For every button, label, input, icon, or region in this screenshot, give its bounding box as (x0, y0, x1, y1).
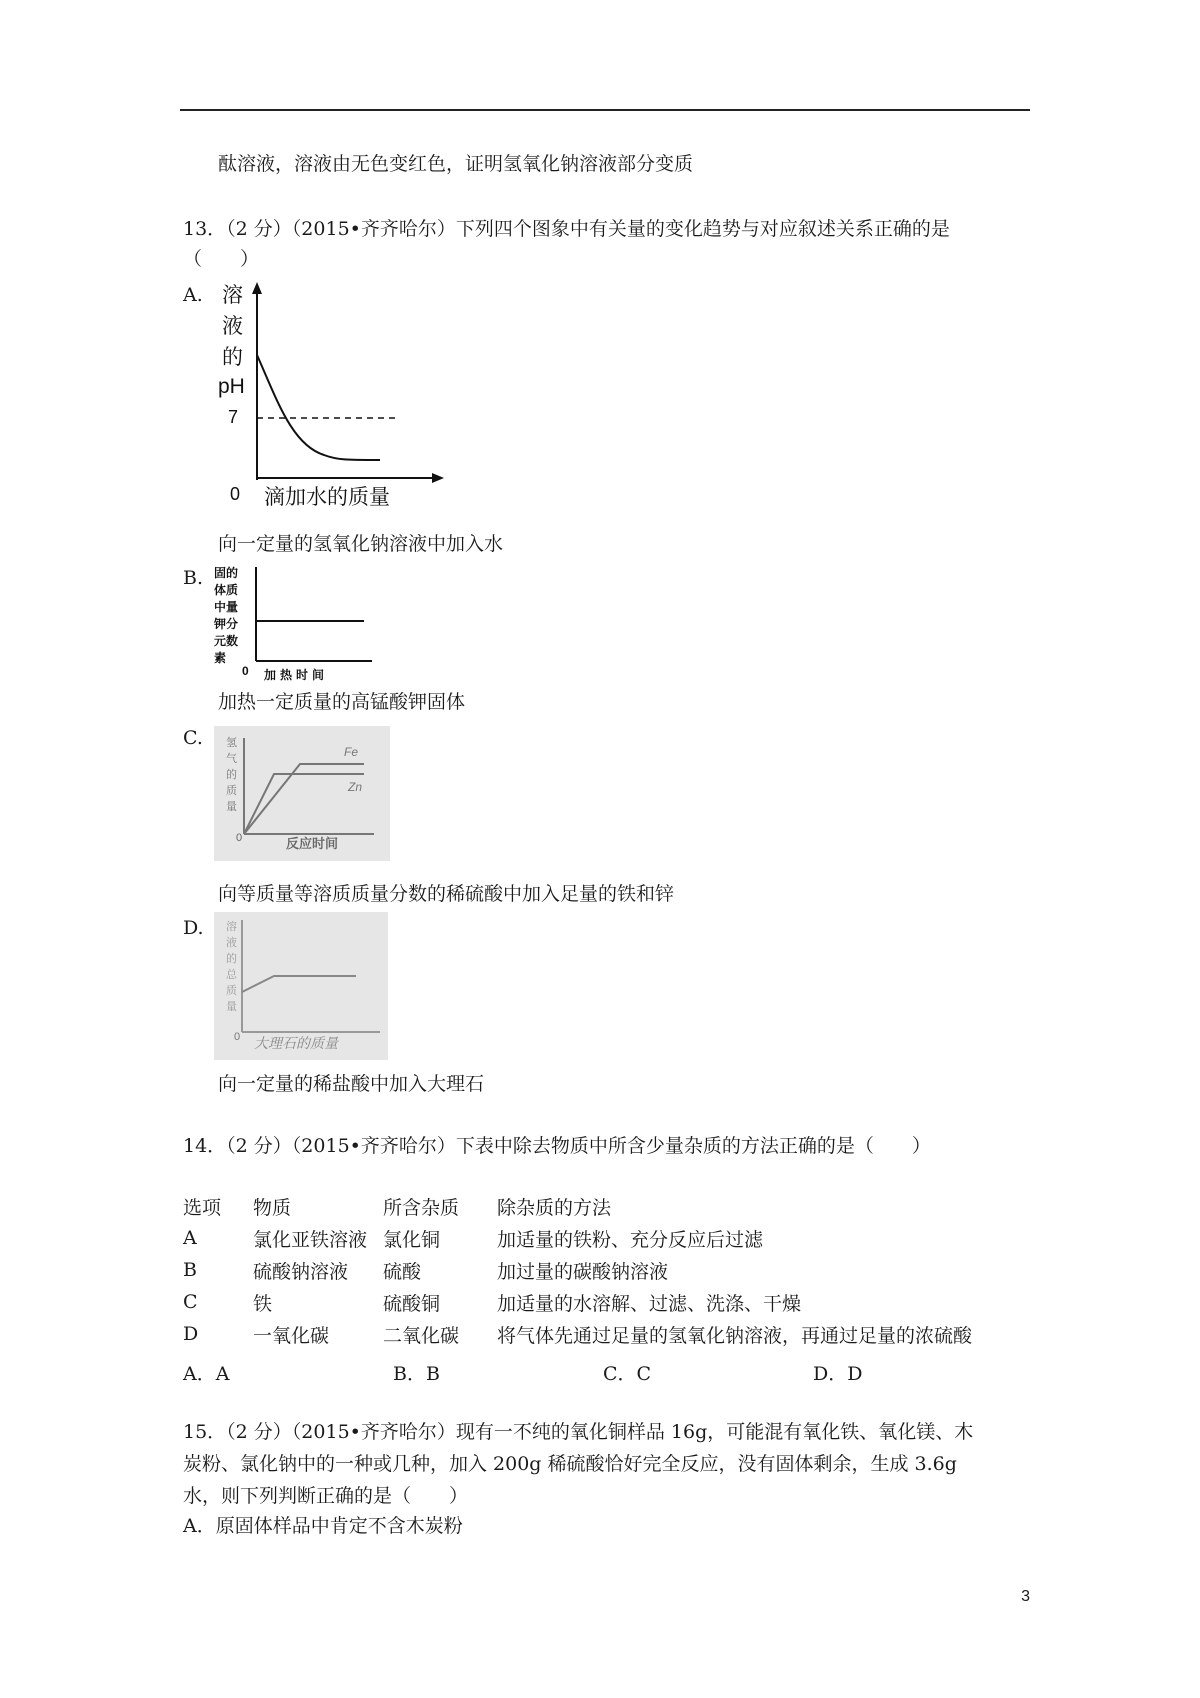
graph-c-label-fe: Fe (344, 745, 359, 759)
cell-substance: 硫酸钠溶液 (253, 1260, 349, 1283)
graph-d-ylabel-5: 质 (226, 985, 237, 997)
graph-d-ylabel-3: 的 (226, 953, 237, 965)
cell-method: 加过量的碳酸钠溶液 (497, 1260, 669, 1283)
q14-choice-a: A．A (183, 1363, 230, 1385)
q13-option-d-caption: 向一定量的稀盐酸中加入大理石 (218, 1073, 485, 1095)
q15-stem-line1: 15．（2 分）（2015•齐齐哈尔）现有一不纯的氧化铜样品 16g，可能混有氧化铁、氧化镁、木 (183, 1421, 974, 1443)
cell-impurity: 硫酸铜 (383, 1292, 441, 1315)
cell-option: D (183, 1323, 199, 1345)
q13-option-c-caption: 向等质量等溶质质量分数的稀硫酸中加入足量的铁和锌 (218, 883, 675, 905)
q13-graph-a (212, 280, 452, 520)
q13-option-b-letter: B. (183, 567, 204, 589)
graph-d-line (242, 976, 356, 992)
q13-graph-b (212, 563, 382, 683)
graph-c-line-zn (244, 774, 364, 834)
cell-impurity: 硫酸 (383, 1260, 422, 1283)
table-row (183, 1254, 1037, 1286)
cell-impurity: 二氧化碳 (383, 1324, 460, 1347)
graph-c-ylabel-2: 气 (226, 753, 237, 765)
q13-graph-d (214, 912, 388, 1060)
q13-option-a-caption: 向一定量的氢氧化钠溶液中加入水 (218, 533, 504, 555)
q13-answer-paren: （ ） (183, 248, 260, 270)
q14-stem: 14．（2 分）（2015•齐齐哈尔）下表中除去物质中所含少量杂质的方法正确的是（ ） (183, 1135, 931, 1157)
q15-stem-line3: 水，则下列判断正确的是（ ） (183, 1485, 469, 1507)
cell-substance: 一氧化碳 (253, 1324, 330, 1347)
cell-substance: 氯化亚铁溶液 (253, 1228, 368, 1251)
cell-method: 加适量的铁粉、充分反应后过滤 (497, 1228, 764, 1251)
graph-a-tick-7: 7 (228, 407, 239, 427)
graph-d-ylabel-2: 液 (226, 937, 237, 949)
cell-option: A (183, 1227, 197, 1249)
graph-b-ylabel-3: 中量 (214, 600, 239, 614)
cell-impurity: 氯化铜 (383, 1228, 441, 1251)
graph-b-ylabel-2: 体质 (214, 583, 239, 597)
graph-a-ylabel-4: pH (218, 375, 245, 398)
graph-d-origin: 0 (234, 1031, 241, 1043)
graph-b-ylabel-4: 钾分 (214, 617, 239, 631)
graph-d-xlabel: 大理石的质量 (254, 1035, 338, 1051)
graph-a-ylabel-1: 溶 (222, 284, 243, 307)
graph-b-ylabel-6: 素 (214, 651, 227, 665)
q15-stem-line2: 炭粉、氯化钠中的一种或几种，加入 200g 稀硫酸恰好完全反应，没有固体剩余，生成 3.6g (183, 1453, 957, 1475)
graph-c-ylabel-5: 量 (226, 801, 237, 813)
cell-method: 将气体先通过足量的氢氧化钠溶液，再通过足量的浓硫酸 (497, 1324, 973, 1347)
graph-c-ylabel-3: 的 (226, 769, 237, 781)
q14-choice-c: C．C (603, 1363, 652, 1385)
graph-c-ylabel-1: 氢 (226, 737, 237, 749)
header-impurity: 所含杂质 (383, 1196, 460, 1219)
cell-option: B (183, 1259, 197, 1281)
graph-a-origin: 0 (230, 484, 241, 504)
cell-option: C (183, 1291, 198, 1313)
q13-graph-c (214, 726, 390, 861)
table-row (183, 1286, 1037, 1318)
q13-option-a-letter: A. (183, 284, 203, 306)
graph-b-origin: 0 (242, 664, 249, 678)
q15-option-a: A．原固体样品中肯定不含木炭粉 (183, 1515, 463, 1537)
q14-choice-d: D．D (813, 1363, 863, 1385)
graph-a-y-arrow (252, 282, 262, 294)
graph-a-ylabel-2: 液 (222, 315, 243, 338)
cell-method: 加适量的水溶解、过滤、洗涤、干燥 (497, 1292, 802, 1315)
q14-choice-b: B．B (393, 1363, 440, 1385)
graph-b-xlabel: 加热时间 (264, 668, 329, 682)
graph-d-ylabel-6: 量 (226, 1001, 237, 1013)
header-rule (180, 109, 1030, 111)
table-row (183, 1318, 1037, 1350)
q13-option-c-letter: C. (183, 727, 203, 749)
graph-a-xlabel: 滴加水的质量 (264, 486, 390, 509)
table-row (183, 1222, 1037, 1254)
graph-a-curve (257, 355, 380, 460)
header-option: 选项 (183, 1196, 222, 1219)
cell-substance: 铁 (253, 1292, 273, 1315)
q13-option-b-caption: 加热一定质量的高锰酸钾固体 (218, 691, 466, 713)
table-header-row (183, 1190, 1037, 1222)
graph-b-ylabel-1: 固的 (214, 566, 239, 580)
graph-a-x-arrow (432, 473, 444, 483)
header-substance: 物质 (253, 1196, 292, 1219)
graph-d-ylabel-1: 溶 (226, 921, 237, 933)
graph-a-ylabel-3: 的 (222, 346, 243, 369)
graph-c-label-zn: Zn (348, 780, 363, 794)
graph-c-xlabel: 反应时间 (286, 836, 339, 851)
graph-d-ylabel-4: 总 (226, 969, 237, 981)
graph-c-ylabel-4: 质 (226, 785, 237, 797)
q14-table (183, 1190, 1037, 1350)
page-number: 3 (1021, 1588, 1030, 1605)
graph-c-origin: 0 (236, 832, 243, 844)
q13-option-d-letter: D. (183, 917, 204, 939)
continued-text: 酞溶液，溶液由无色变红色，证明氢氧化钠溶液部分变质 (218, 153, 694, 175)
header-method: 除杂质的方法 (497, 1196, 612, 1219)
graph-b-ylabel-5: 元数 (214, 634, 239, 648)
q13-stem: 13．（2 分）（2015•齐齐哈尔）下列四个图象中有关量的变化趋势与对应叙述关系正确的是 (183, 218, 950, 240)
